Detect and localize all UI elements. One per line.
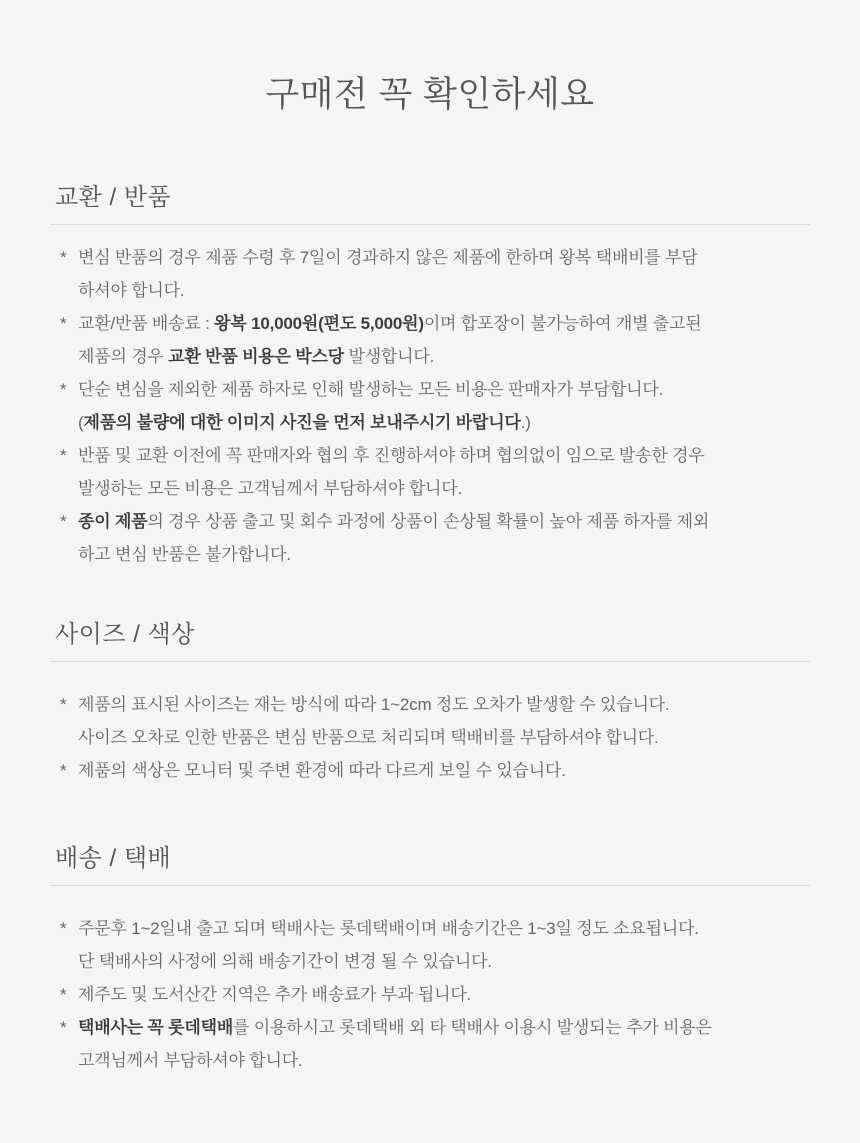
plain-text: 사이즈 오차로 인한 반품은 변심 반품으로 처리되며 택배비를 부담하셔야 합니다. xyxy=(78,728,659,747)
section-items-exchange-return xyxy=(50,241,810,571)
text-line xyxy=(78,688,669,721)
list-item xyxy=(50,241,810,307)
plain-text: 변심 반품의 경우 제품 수령 후 7일이 경과하지 않은 제품에 한하며 왕복 택배비를 부담 xyxy=(78,248,698,267)
section-items-shipping-delivery xyxy=(50,912,810,1077)
text-line xyxy=(78,538,709,571)
list-item-text xyxy=(78,505,709,571)
plain-text: 의 경우 상품 출고 및 회수 과정에 상품이 손상될 확률이 높아 제품 하자를 제외 xyxy=(147,512,710,531)
list-item xyxy=(50,912,810,978)
plain-text: 이며 합포장이 불가능하여 개별 출고된 xyxy=(423,314,702,333)
section-divider xyxy=(50,661,810,662)
plain-text: 하고 변심 반품은 불가합니다. xyxy=(78,545,291,564)
plain-text: 제품의 색상은 모니터 및 주변 환경에 따라 다르게 보일 수 있습니다. xyxy=(78,761,566,780)
list-item-text xyxy=(78,1011,712,1077)
plain-text: 고객님께서 부담하셔야 합니다. xyxy=(78,1051,303,1070)
text-line xyxy=(78,505,709,538)
list-item-text xyxy=(78,373,663,439)
list-item xyxy=(50,373,810,439)
section-heading-size-color: 사이즈 / 색상 xyxy=(55,621,195,648)
bullet-asterisk: * xyxy=(60,985,67,1004)
plain-text: 교환/반품 배송료 : xyxy=(78,314,215,333)
emphasized-text: 택배사는 꼭 롯데택배 xyxy=(78,1018,234,1037)
plain-text: 단순 변심을 제외한 제품 하자로 인해 발생하는 모든 비용은 판매자가 부담합니다. xyxy=(78,380,664,399)
emphasized-text: 왕복 10,000원(편도 5,000원) xyxy=(214,314,424,333)
emphasized-text: 제품의 불량에 대한 이미지 사진을 먼저 보내주시기 바랍니다 xyxy=(83,413,521,432)
plain-text: 제주도 및 도서산간 지역은 추가 배송료가 부과 됩니다. xyxy=(78,985,472,1004)
text-line xyxy=(78,1011,712,1044)
bullet-asterisk: * xyxy=(60,761,67,780)
plain-text: 주문후 1~2일내 출고 되며 택배사는 롯데택배이며 배송기간은 1~3일 정도 소요됩니다. xyxy=(78,919,699,938)
plain-text: 를 이용하시고 롯데택배 외 타 택배사 이용시 발생되는 추가 비용은 xyxy=(233,1018,712,1037)
section-exchange-return xyxy=(50,184,810,571)
section-shipping-delivery xyxy=(50,845,810,1077)
section-heading-shipping-delivery: 배송 / 택배 xyxy=(55,845,172,872)
bullet-asterisk: * xyxy=(60,380,67,399)
text-line xyxy=(78,912,699,945)
section-heading-exchange-return: 교환 / 반품 xyxy=(55,184,172,211)
list-item-text xyxy=(78,754,566,787)
list-item xyxy=(50,307,810,373)
list-item-text xyxy=(78,439,705,505)
bullet-asterisk: * xyxy=(60,919,67,938)
text-line xyxy=(78,274,698,307)
plain-text: 제품의 표시된 사이즈는 재는 방식에 따라 1~2cm 정도 오차가 발생할 수 있습니다. xyxy=(78,695,670,714)
list-item xyxy=(50,439,810,505)
list-item xyxy=(50,754,810,787)
list-item-text xyxy=(78,688,669,754)
text-line xyxy=(78,340,701,373)
emphasized-text: 교환 반품 비용은 박스당 xyxy=(168,347,344,366)
text-line xyxy=(78,307,701,340)
bullet-asterisk: * xyxy=(60,1018,67,1037)
plain-text: .) xyxy=(520,413,531,432)
text-line xyxy=(78,978,471,1011)
bullet-asterisk: * xyxy=(60,314,67,333)
text-line xyxy=(78,439,705,472)
text-line xyxy=(78,472,705,505)
bullet-asterisk: * xyxy=(60,248,67,267)
plain-text: 제품의 경우 xyxy=(78,347,169,366)
section-divider xyxy=(50,885,810,886)
bullet-asterisk: * xyxy=(60,695,67,714)
section-size-color xyxy=(50,621,810,787)
list-item xyxy=(50,688,810,754)
text-line xyxy=(78,754,566,787)
list-item-text xyxy=(78,912,699,978)
section-divider xyxy=(50,224,810,225)
plain-text: 발생하는 모든 비용은 고객님께서 부담하셔야 합니다. xyxy=(78,479,463,498)
list-item xyxy=(50,505,810,571)
list-item-text xyxy=(78,241,698,307)
list-item xyxy=(50,1011,810,1077)
text-line xyxy=(78,241,698,274)
plain-text: 하셔야 합니다. xyxy=(78,281,185,300)
plain-text: 반품 및 교환 이전에 꼭 판매자와 협의 후 진행하셔야 하며 협의없이 임으로 발송한 경우 xyxy=(78,446,705,465)
text-line xyxy=(78,945,699,978)
list-item-text xyxy=(78,978,471,1011)
list-item-text xyxy=(78,307,701,373)
section-items-size-color xyxy=(50,688,810,787)
text-line xyxy=(78,406,663,439)
bullet-asterisk: * xyxy=(60,446,67,465)
text-line xyxy=(78,373,663,406)
plain-text: ( xyxy=(78,413,84,432)
plain-text: 발생합니다. xyxy=(343,347,435,366)
list-item xyxy=(50,978,810,1011)
emphasized-text: 종이 제품 xyxy=(78,512,148,531)
page-title: 구매전 꼭 확인하세요 xyxy=(265,75,595,114)
bullet-asterisk: * xyxy=(60,512,67,531)
text-line xyxy=(78,721,669,754)
plain-text: 단 택배사의 사정에 의해 배송기간이 변경 될 수 있습니다. xyxy=(78,952,492,971)
text-line xyxy=(78,1044,712,1077)
